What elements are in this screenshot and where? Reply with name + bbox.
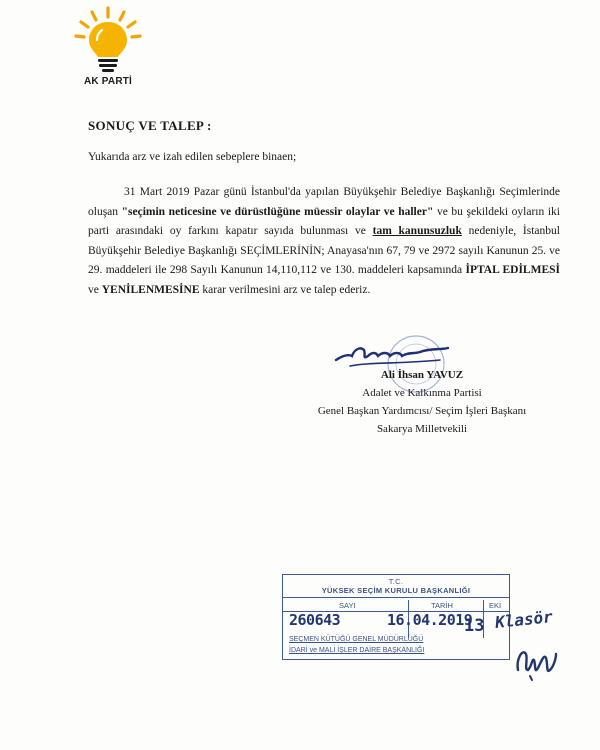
signature-block xyxy=(272,366,572,438)
para-text-3: nedeniyle, İstanbul Büyükşehir Belediye Başkanlığı SEÇİMLERİNİN; Anayasa'nın 67, 79 ve 2972 sayılı Kanunun 25. ve 29. maddeleri ile 298 Sayılı Kanunun 14,110,112 ve 130. maddeleri kapsamında xyxy=(88,225,560,277)
para-text-1: 31 Mart 2019 Pazar günü İstanbul'da yapılan Büyükşehir Belediye Başkanlığı Seçimlerinde oluşan xyxy=(88,186,560,218)
para-text-2: ve bu şekildeki oyların iki parti arasındaki oy farkını kapatır sayıda bulunması ve xyxy=(88,205,560,238)
main-paragraph xyxy=(88,183,560,301)
para-text-4: ve xyxy=(88,283,102,296)
logo-label: AK PARTİ xyxy=(83,76,133,87)
stamp-footer-1: SEÇMEN KÜTÜĞÜ GENEL MÜDÜRLÜĞÜ xyxy=(289,636,424,643)
signatory-party: Adalet ve Kalkınma Partisi xyxy=(362,387,482,399)
stamp-label-tarih: TARİH xyxy=(431,601,453,610)
para-bold-underline: tam kanunsuzluk xyxy=(372,225,462,238)
handwritten-initial xyxy=(512,640,562,682)
para-bold-4: YENİLENMESİNE xyxy=(101,283,200,296)
para-bold-3: İPTAL EDİLMESİ xyxy=(465,264,560,277)
stamp-country: T.C. xyxy=(388,577,404,586)
attachment-count: 13 xyxy=(464,616,485,636)
stamp-footer-2: İDARİ ve MALİ İŞLER DAİRE BAŞKANLIĞI xyxy=(289,647,425,654)
signatory-name: Ali İhsan YAVUZ xyxy=(380,369,464,381)
handwritten-note: Klasör xyxy=(494,607,554,632)
signatory-title: Genel Başkan Yardımcısı/ Seçim İşleri Başkanı xyxy=(317,405,527,417)
stamp-label-sayi: SAYI xyxy=(339,601,356,610)
para-text-5: karar verilmesini arz ve talep ederiz. xyxy=(199,283,371,296)
stamp-number: 260643 xyxy=(289,611,341,629)
stamp-office: YÜKSEK SEÇİM KURULU BAŞKANLIĞI xyxy=(283,586,509,598)
para-bold-1: "seçimin neticesine ve dürüstlüğüne müessir olaylar ve haller" xyxy=(121,205,434,218)
section-heading: SONUÇ VE TALEP : xyxy=(88,118,212,133)
lightbulb-icon xyxy=(72,6,144,76)
intro-text: Yukarıda arz ve izah edilen sebeplere binaen; xyxy=(88,151,297,163)
signatory-constituency: Sakarya Milletvekili xyxy=(376,423,468,435)
stamp-label-ek: EKİ xyxy=(489,601,502,610)
party-logo xyxy=(72,6,144,86)
stamp-date: 16.04.2019 xyxy=(387,611,473,629)
